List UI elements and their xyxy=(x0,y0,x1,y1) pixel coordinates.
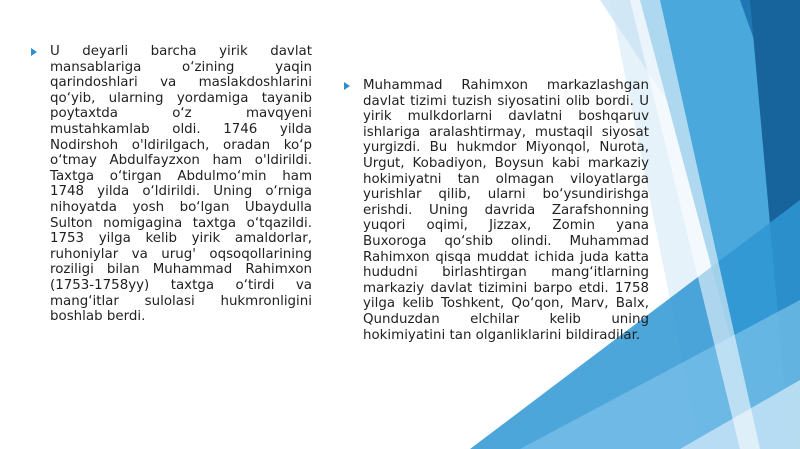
bullet-arrow-icon xyxy=(344,82,350,90)
bullet-arrow-icon xyxy=(31,48,37,56)
left-paragraph: U deyarli barcha yirik davlat mansablariga o‘zining yaqin qarindoshlari va maslakdoshlarini qo‘yib, ularning yordamiga tayanib poytaxtda o‘z mavqyeni mustahkamlab oldi. 1746 yilda Nodirshoh o'ldirilgach, oradan ko‘p o‘tmay Abdulfayzxon ham o'ldirildi. Taxtga o‘tirgan Abdulmo‘min ham 1748 yilda o‘ldirildi. Uning o‘rniga nihoyatda yosh bo‘lgan Ubaydulla Sulton nomigagina taxtga o‘tqazildi. 1753 yilga kelib yirik amaldorlar, ruhoniylar va urug' oqsoqollarining roziligi bilan Muhammad Rahimxon (1753-1758yy) taxtga o‘tirdi va mang‘itlar sulolasi hukmronligini boshlab berdi. xyxy=(50,44,312,325)
right-paragraph: Muhammad Rahimxon markazlashgan davlat tizimi tuzish siyosatini olib bordi. U yirik mulkdorlarni davlatni boshqaruv ishlariga aralashtirmay, mustaqil siyosat yurgizdi. Bu hukmdor Miyonqol, Nurota, Urgut, Kobadiyon, Boysun kabi markaziy hokimiyatni tan olmagan viloyatlarga yurishlar qilib, ularni bo‘ysundirishga erishdi. Uning davrida Zarafshonning yuqori oqimi, Jizzax, Zomin yana Buxoroga qo‘shib olindi. Muhammad Rahimxon qisqa muddat ichida juda katta hududni birlashtirgan mang‘itlarning markaziy davlat tizimini barpo etdi. 1758 yilga kelib Toshkent, Qo‘qon, Marv, Balx, Qunduzdan elchilar kelib uning hokimiyatini tan olganliklarini bildiradilar. xyxy=(363,78,649,343)
